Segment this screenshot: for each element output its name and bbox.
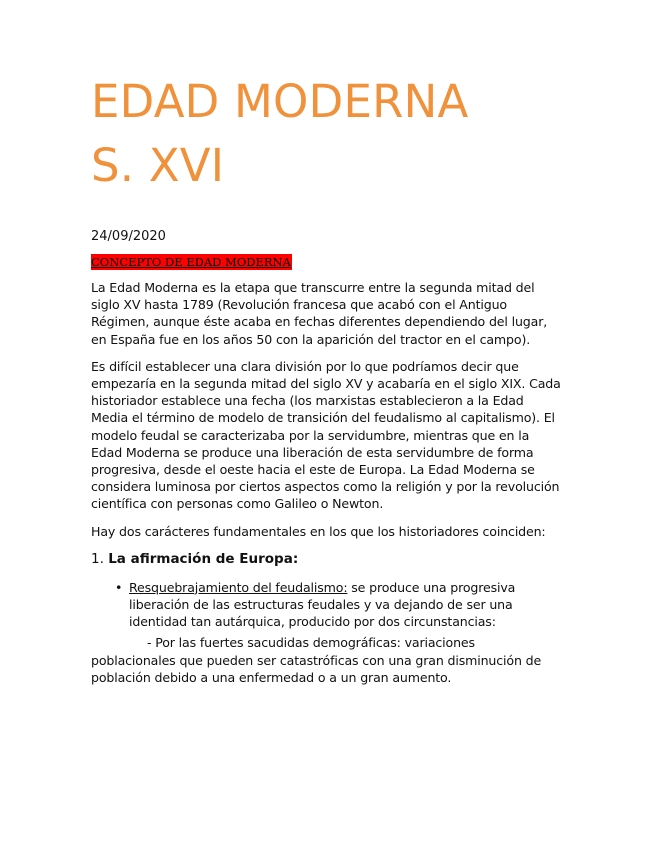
title-line-1: EDAD MODERNA <box>91 75 469 128</box>
list-item <box>91 579 563 631</box>
numbered-heading-text: La afirmación de Europa: <box>108 550 299 567</box>
bullet-icon: • <box>115 579 123 595</box>
document-date: 24/09/2020 <box>91 229 166 244</box>
title-line-2: S. XVI <box>91 139 225 192</box>
bullet-list <box>91 579 563 631</box>
numbered-heading-number: 1. <box>91 550 104 567</box>
paragraph-1: La Edad Moderna es la etapa que transcurre entre la segunda mitad del siglo XV hasta 1789 (Revolución francesa que acabó con el Antiguo Régimen, aunque éste acaba en fechas diferentes dependiendo del lugar, en España fue en los años 50 con la aparición del tractor en el campo). <box>91 280 548 347</box>
document-title <box>91 70 563 198</box>
document-page <box>91 70 563 686</box>
bullet-text: se produce una progresiva liberación de las estructuras feudales y va dejando de ser una identidad tan autárquica, producido por dos circunstancias: <box>129 579 516 630</box>
section-heading: CONCEPTO DE EDAD MODERNA <box>91 255 291 269</box>
paragraph-2: Es difícil establecer una clara división por lo que podríamos decir que empezaría en la segunda mitad del siglo XV y acabaría en el siglo XIX. Cada historiador establece una fecha (los marxistas establecieron a la Edad Media el término de modelo de transición del feudalismo al capitalismo). El modelo feudal se caracterizaba por la servidumbre, mientras que en la Edad Moderna se produce una liberación de esta servidumbre de forma progresiva, desde el oeste hacia el este de Europa. La Edad Moderna se considera luminosa por ciertos aspectos como la religión y por la revolución científica con personas como Galileo o Newton. <box>91 358 561 512</box>
numbered-heading <box>91 550 563 568</box>
bullet-term: Resquebrajamiento del feudalismo: <box>129 579 348 595</box>
indented-paragraph: - Por las fuertes sacudidas demográficas: variaciones poblacionales que pueden ser catastróficas con una gran disminución de población debido a una enfermedad o a un gran aumento. <box>91 635 542 685</box>
paragraph-3: Hay dos carácteres fundamentales en los que los historiadores coinciden: <box>91 523 546 539</box>
